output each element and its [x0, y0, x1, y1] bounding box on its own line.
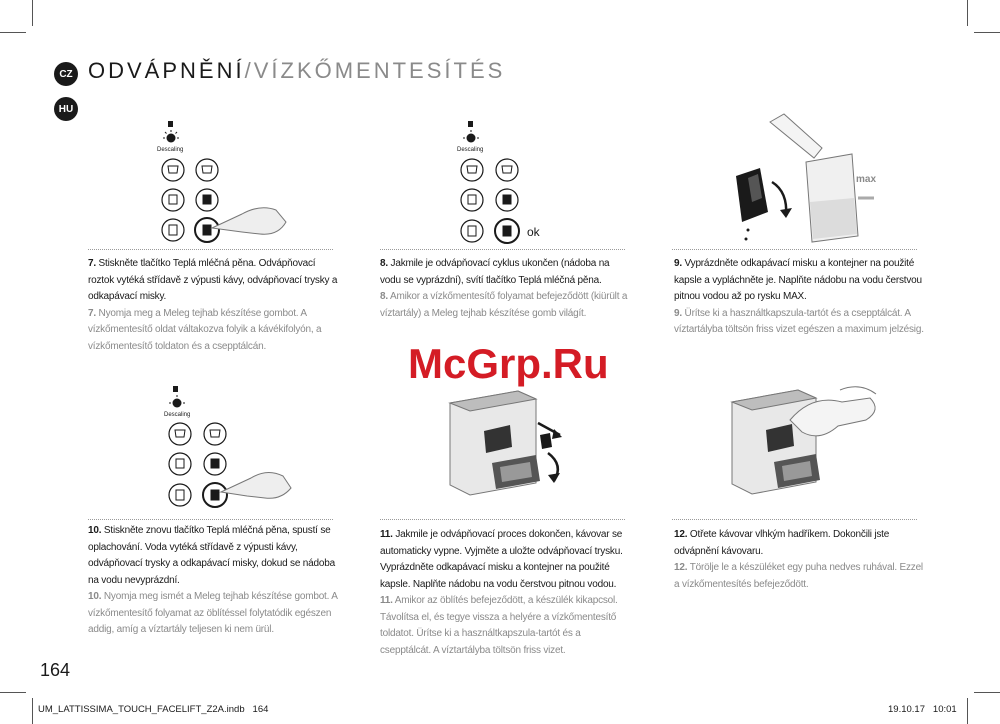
divider — [88, 519, 333, 520]
ristretto-button-icon — [162, 159, 184, 181]
descaling-icon — [169, 386, 185, 408]
espresso-button-icon — [204, 423, 226, 445]
title-cz: ODVÁPNĚNÍ — [88, 58, 245, 83]
footer-file-name: UM_LATTISSIMA_TOUCH_FACELIFT_Z2A.indb — [38, 704, 245, 715]
divider — [380, 519, 625, 520]
crop-mark-left-bottom — [0, 692, 26, 693]
step-10-hu: Nyomja meg ismét a Meleg tejhab készítése gombot. A vízkőmentesítő folyamat az öblítéssel folytatódik egészen addig, amíg a víztartály teljesen ki nem ürül. — [88, 591, 338, 635]
footer-timestamp — [888, 704, 957, 715]
button-panel-illustration-2 — [452, 118, 572, 248]
ok-label: ok — [527, 225, 540, 239]
cappuccino-button-icon — [162, 219, 184, 241]
descaling-icon — [463, 121, 479, 143]
descaling-icon — [163, 121, 179, 143]
pressing-hand-icon — [221, 472, 291, 498]
footer-file-info — [38, 704, 268, 715]
step-9-number-cz: 9. — [674, 258, 682, 269]
button-panel-illustration-1 — [150, 118, 290, 248]
lungo-button-icon — [169, 453, 191, 475]
step-8-hu: Amikor a vízkőmentesítő folyamat befejeződött (kiürült a víztartály) a Meleg tejhab készítése gomb világít. — [380, 291, 628, 319]
step-11-number-cz: 11. — [380, 529, 393, 540]
step-8-text — [380, 256, 630, 322]
divider — [672, 249, 917, 250]
crop-mark-right-top — [974, 32, 1000, 33]
title-separator: / — [244, 58, 254, 83]
step-12-cz: Otřete kávovar vlhkým hadříkem. Dokončili jste odvápnění kávovaru. — [674, 529, 890, 557]
water-tank-illustration — [722, 112, 902, 247]
step-9-number-hu: 9. — [674, 307, 682, 319]
button-panel-illustration-3 — [155, 384, 295, 514]
footer-date: 19.10.17 — [888, 704, 925, 715]
step-7-cz: Stiskněte tlačítko Teplá mléčná pěna. Odvápňovací roztok vytéká střídavě z výpusti kávy, odvápňovací trysky a odkapávací misky. — [88, 258, 338, 302]
crop-mark-top-left — [32, 0, 33, 26]
coffee-machine-nozzle-illustration — [440, 385, 580, 505]
crop-mark-left-top — [0, 32, 26, 33]
cappuccino-button-icon — [461, 220, 483, 242]
water-bottle-icon — [770, 114, 822, 158]
divider — [672, 519, 917, 520]
lang-badge-hu: HU — [54, 97, 78, 121]
page-title — [88, 58, 505, 84]
step-11-cz: Jakmile je odvápňovací proces dokončen, kávovar se automaticky vypne. Vyjměte a uložte odvápňovací trysku. Vyprázdněte odkapávací misku a kontejner na použité kapsle. Naplňte nádobu na vodu čerstvou pitnou vodou. — [380, 529, 623, 590]
watermark: McGrp.Ru — [408, 340, 609, 387]
footer-file-page: 164 — [252, 704, 269, 715]
step-9-cz: Vyprázdněte odkapávací misku a kontejner na použité kapsle a vypláchněte je. Naplňte nádobu na vodu čerstvou pitnou vodou až po rysku MAX. — [674, 258, 922, 302]
crop-mark-right-bottom — [974, 692, 1000, 693]
step-12-hu: Törölje le a készüléket egy puha nedves ruhával. Ezzel a vízkőmentesítés befejeződött. — [674, 562, 923, 590]
lungo-button-icon — [162, 189, 184, 211]
step-10-cz: Stiskněte znovu tlačítko Teplá mléčná pěna, spustí se oplachování. Voda vytéká střídavě z výpusti kávy, odvápňovací trysky a odkapávací misky, dokud se nádoba na vodu nevyprázdní. — [88, 525, 335, 586]
capsule-container-icon — [736, 168, 768, 222]
arrow-head-icon — [780, 208, 792, 218]
max-label: max — [856, 174, 877, 185]
cappuccino-button-icon — [169, 484, 191, 506]
step-12-number-hu: 12. — [674, 562, 688, 573]
descaling-label: Descaling — [157, 147, 184, 153]
footer-time: 10:01 — [932, 704, 957, 715]
step-7-hu: Nyomja meg a Meleg tejhab készítése gombot. A vízkőmentesítő oldat váltakozva folyik a kávékifolyón, a vízkőmentesítő toldaton és a csepptálcán. — [88, 307, 322, 352]
step-8-cz: Jakmile je odvápňovací cyklus ukončen (nádoba na vodu se vyprázdní), svítí tlačítko Teplá mléčná pěna. — [380, 258, 610, 286]
step-8-number-hu: 8. — [380, 291, 388, 302]
ristretto-button-icon — [461, 159, 483, 181]
crop-mark-bottom-left — [32, 698, 33, 724]
step-7-text — [88, 256, 338, 355]
title-hu: VÍZKŐMENTESÍTÉS — [253, 58, 506, 83]
divider — [88, 249, 333, 250]
step-9-text — [674, 256, 924, 339]
lang-badge-cz: CZ — [54, 62, 78, 86]
espresso-button-icon — [496, 159, 518, 181]
ristretto-button-icon — [169, 423, 191, 445]
descaling-nozzle-icon — [540, 433, 552, 449]
espresso-button-icon — [196, 159, 218, 181]
divider — [380, 249, 625, 250]
step-11-number-hu: 11. — [380, 595, 393, 606]
lungo-button-icon — [461, 189, 483, 211]
descaling-label: Descaling — [457, 147, 484, 153]
step-10-number-hu: 10. — [88, 591, 102, 602]
step-7-number-hu: 7. — [88, 307, 96, 319]
step-12-number-cz: 12. — [674, 529, 688, 540]
step-11-text — [380, 527, 630, 659]
water-tank-icon — [806, 154, 858, 242]
step-10-text — [88, 523, 340, 639]
step-11-hu: Amikor az öblítés befejeződött, a készülék kikapcsol. Távolítsa el, és tegye vissza a helyére a vízkőmentesítő toldatot. Ürítse ki a használtkapszula-tartót és a csepptálcát. A víztartályba töltsön friss vizet. — [380, 595, 618, 656]
step-12-text — [674, 527, 924, 593]
step-10-number-cz: 10. — [88, 525, 102, 536]
step-7-number-cz: 7. — [88, 258, 96, 269]
pressing-hand-icon — [212, 208, 286, 235]
crop-mark-bottom-right — [967, 698, 968, 724]
coffee-machine-icon — [450, 391, 540, 495]
descaling-label: Descaling — [164, 412, 191, 418]
coffee-machine-wipe-illustration — [720, 380, 890, 505]
step-9-hu: Ürítse ki a használtkapszula-tartót és a csepptálcát. A víztartályba töltsön friss vizet egészen a maximum jelzésig. — [674, 307, 924, 335]
page-number: 164 — [40, 660, 71, 680]
crop-mark-top-right — [967, 0, 968, 26]
step-8-number-cz: 8. — [380, 258, 388, 269]
